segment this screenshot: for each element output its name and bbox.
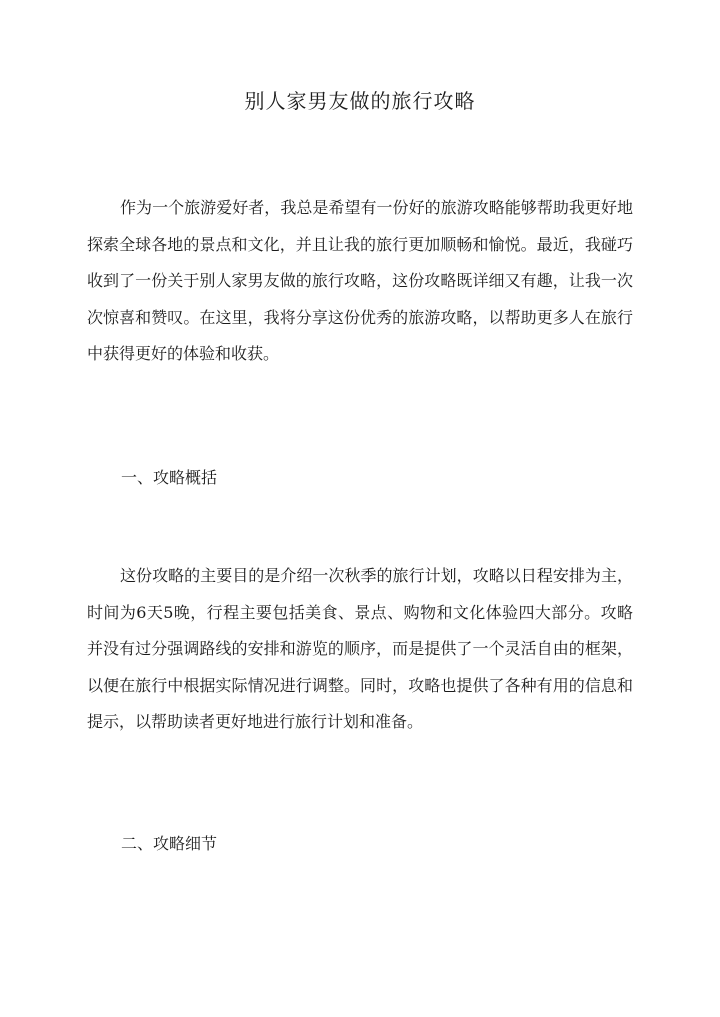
section-heading-details: 二、攻略细节 [121,834,218,853]
section-heading-overview: 一、攻略概括 [121,468,218,487]
document-title: 别人家男友做的旅行攻略 [244,89,476,113]
intro-paragraph: 作为一个旅游爱好者，我总是希望有一份好的旅游攻略能够帮助我更好地探索全球各地的景点和文化，并且让我的旅行更加顺畅和愉悦。最近，我碰巧收到了一份关于别人家男友做的旅行攻略，这份攻略既详细又有趣，让我一次次惊喜和赞叹。在这里，我将分享这份优秀的旅游攻略，以帮助更多人在旅行中获得更好的体验和收获。 [87,198,633,364]
overview-paragraph: 这份攻略的主要目的是介绍一次秋季的旅行计划，攻略以日程安排为主，时间为6天5晚，行程主要包括美食、景点、购物和文化体验四大部分。攻略并没有过分强调路线的安排和游览的顺序，而是提供了一个灵活自由的框架，以便在旅行中根据实际情况进行调整。同时，攻略也提供了各种有用的信息和提示，以帮助读者更好地进行旅行计划和准备。 [87,566,633,732]
